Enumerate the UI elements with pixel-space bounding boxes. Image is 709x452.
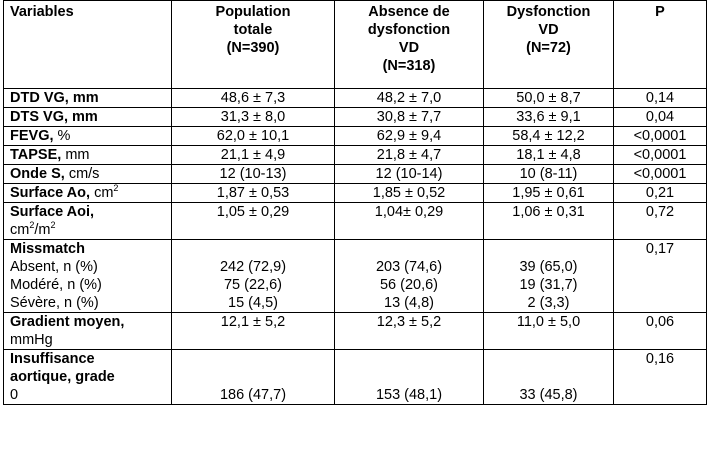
row-label: Onde S, cm/s [4,165,172,184]
cell-population: 48,6 ± 7,3 [172,89,335,108]
cell-absence: 203 (74,6) 56 (20,6) 13 (4,8) [335,240,484,313]
cell-dysfonction: 58,4 ± 12,2 [484,127,614,146]
cell-p: 0,72 [614,203,707,240]
cell-absence: 1,85 ± 0,52 [335,184,484,203]
table-row [4,108,707,127]
cell-dysfonction: 33 (45,8) [484,350,614,405]
cell-population: 186 (47,7) [172,350,335,405]
header-row [4,1,707,89]
table-row [4,203,707,240]
table-row [4,89,707,108]
cell-absence: 12,3 ± 5,2 [335,313,484,350]
row-label: Insuffisance aortique, grade 0 [4,350,172,405]
table-row [4,127,707,146]
cell-absence: 30,8 ± 7,7 [335,108,484,127]
cell-dysfonction: 39 (65,0) 19 (31,7) 2 (3,3) [484,240,614,313]
cell-dysfonction: 33,6 ± 9,1 [484,108,614,127]
cell-absence: 12 (10-14) [335,165,484,184]
cell-absence: 62,9 ± 9,4 [335,127,484,146]
header-p: P [614,1,707,89]
row-label: FEVG, % [4,127,172,146]
table-row [4,165,707,184]
cell-absence: 1,04± 0,29 [335,203,484,240]
row-label: Surface Aoi, $cm^2/m^2$ [4,203,172,240]
cell-p: 0,16 [614,350,707,405]
results-table [3,0,707,405]
row-label: DTS VG, mm [4,108,172,127]
row-label: Surface Ao, $cm^2$ [4,184,172,203]
cell-dysfonction: 1,95 ± 0,61 [484,184,614,203]
table-row [4,146,707,165]
cell-absence: 48,2 ± 7,0 [335,89,484,108]
header-dysfonction: Dysfonction VD (N=72) [484,1,614,89]
cell-population: 31,3 ± 8,0 [172,108,335,127]
cell-p: <0,0001 [614,165,707,184]
cell-p: 0,14 [614,89,707,108]
row-label: DTD VG, mm [4,89,172,108]
table-row [4,350,707,405]
cell-population: 12 (10-13) [172,165,335,184]
cell-dysfonction: 1,06 ± 0,31 [484,203,614,240]
table-row [4,240,707,313]
cell-dysfonction: 50,0 ± 8,7 [484,89,614,108]
header-population: Population totale (N=390) [172,1,335,89]
cell-dysfonction: 11,0 ± 5,0 [484,313,614,350]
row-label: Missmatch Absent, n (%) Modéré, n (%) Sévère, n (%) [4,240,172,313]
cell-population: 12,1 ± 5,2 [172,313,335,350]
cell-p: 0,21 [614,184,707,203]
cell-population: 1,87 ± 0,53 [172,184,335,203]
cell-population: 242 (72,9) 75 (22,6) 15 (4,5) [172,240,335,313]
cell-p: 0,04 [614,108,707,127]
header-variables: Variables [4,1,172,89]
cell-p: 0,17 [614,240,707,313]
cell-dysfonction: 18,1 ± 4,8 [484,146,614,165]
cell-p: 0,06 [614,313,707,350]
cell-absence: 153 (48,1) [335,350,484,405]
cell-p: <0,0001 [614,127,707,146]
row-label: Gradient moyen, mmHg [4,313,172,350]
cell-population: 1,05 ± 0,29 [172,203,335,240]
row-label: TAPSE, mm [4,146,172,165]
table-row [4,184,707,203]
header-absence: Absence de dysfonction VD (N=318) [335,1,484,89]
cell-population: 62,0 ± 10,1 [172,127,335,146]
cell-absence: 21,8 ± 4,7 [335,146,484,165]
cell-population: 21,1 ± 4,9 [172,146,335,165]
cell-p: <0,0001 [614,146,707,165]
cell-dysfonction: 10 (8-11) [484,165,614,184]
table-row [4,313,707,350]
